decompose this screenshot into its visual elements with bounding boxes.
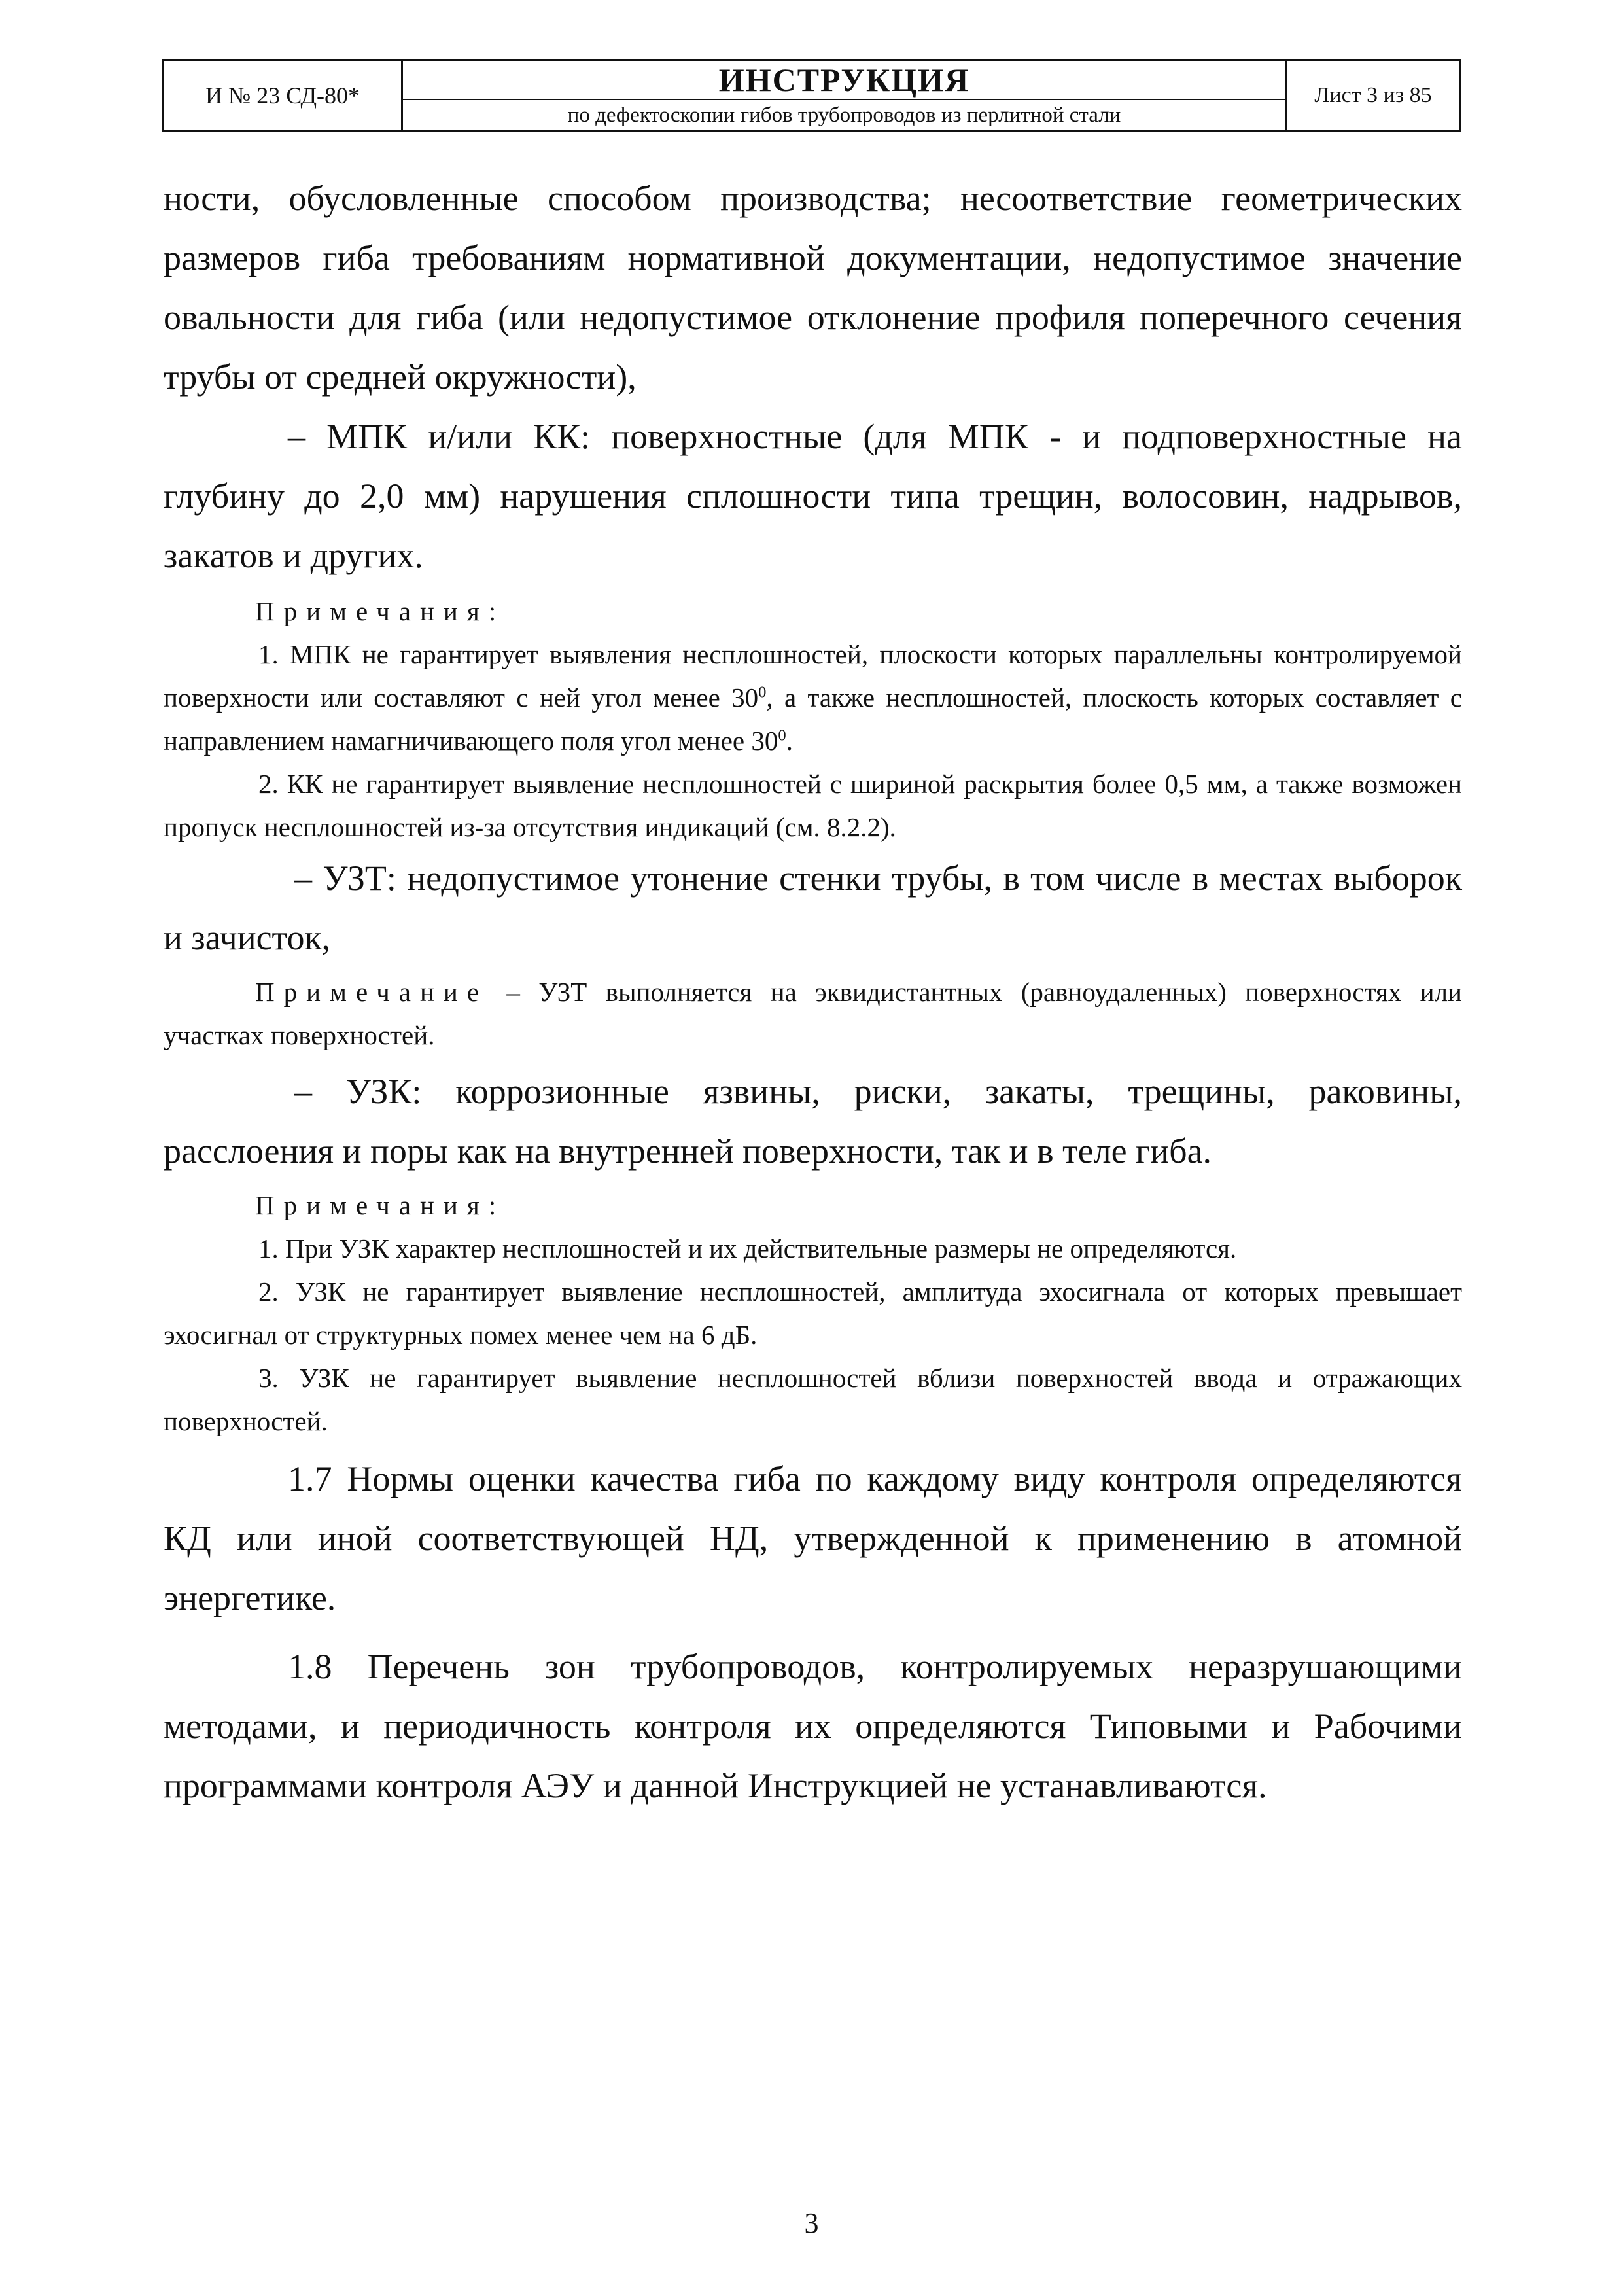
paragraph-1-8: 1.8 Перечень зон трубопроводов, контролируемых неразрушающими методами, и периодичность контроля их определяются Типовыми и Рабочими программами контроля АЭУ и данной Инструкцией не устанавливаются. <box>164 1647 1462 1805</box>
sheet-number: Лист 3 из 85 <box>1285 61 1459 130</box>
notes-heading: Примечания: <box>255 1190 506 1220</box>
document-title: ИНСТРУКЦИЯ <box>403 61 1285 100</box>
note-uzt: Примечание – УЗТ выполняется на эквидистантных (равноудаленных) поверхностях или участках поверхностей. <box>164 977 1462 1050</box>
header-title-block <box>403 61 1285 130</box>
document-header <box>162 59 1461 132</box>
document-id: И № 23 СД-80* <box>164 61 403 130</box>
note-kk: 2. КК не гарантирует выявление несплошностей с шириной раскрытия более 0,5 мм, а также возможен пропуск несплошностей из-за отсутствия индикаций (см. 8.2.2). <box>164 769 1462 842</box>
note-mpk: 1. МПК не гарантирует выявления несплошностей, плоскости которых параллельны контролируемой поверхности или составляют с ней угол менее $30^0$, а также несплошностей, плоскость которых составляет с направлением намагничивающего поля угол менее $30^0$. <box>164 639 1462 756</box>
notes-heading: Примечания: <box>255 596 506 626</box>
paragraph-uzt: – УЗТ: недопустимое утонение стенки трубы, в том числе в местах выборок и зачисток, <box>164 858 1462 957</box>
note-uzk-2: 2. УЗК не гарантирует выявление несплошностей, амплитуда эхосигнала от которых превышает эхосигнал от структурных помех менее чем на 6 дБ. <box>164 1277 1462 1350</box>
note-uzk-3: 3. УЗК не гарантирует выявление несплошностей вблизи поверхностей ввода и отражающих поверхностей. <box>164 1363 1462 1436</box>
paragraph-uzk: – УЗК: коррозионные язвины, риски, закаты, трещины, раковины, расслоения и поры как на внутренней поверхности, так и в теле гиба. <box>164 1072 1462 1171</box>
paragraph-continuation: ности, обусловленные способом производства; несоответствие геометрических размеров гиба требованиям нормативной документации, недопустимое значение овальности для гиба (или недопустимое отклонение профиля поперечного сечения трубы от средней окружности), <box>164 179 1462 397</box>
paragraph-1-7: 1.7 Нормы оценки качества гиба по каждому виду контроля определяются КД или иной соответствующей НД, утвержденной к применению в атомной энергетике. <box>164 1459 1462 1617</box>
paragraph-mpk-kk: – МПК и/или КК: поверхностные (для МПК - и подповерхностные на глубину до 2,0 мм) нарушения сплошности типа трещин, волосовин, надрывов, закатов и других. <box>164 417 1462 575</box>
document-subtitle: по дефектоскопии гибов трубопроводов из перлитной стали <box>567 103 1121 127</box>
note-uzk-1: 1. При УЗК характер несплошностей и их действительные размеры не определяются. <box>258 1233 1237 1263</box>
page-body <box>164 169 1462 1816</box>
page-number: 3 <box>804 2207 819 2239</box>
